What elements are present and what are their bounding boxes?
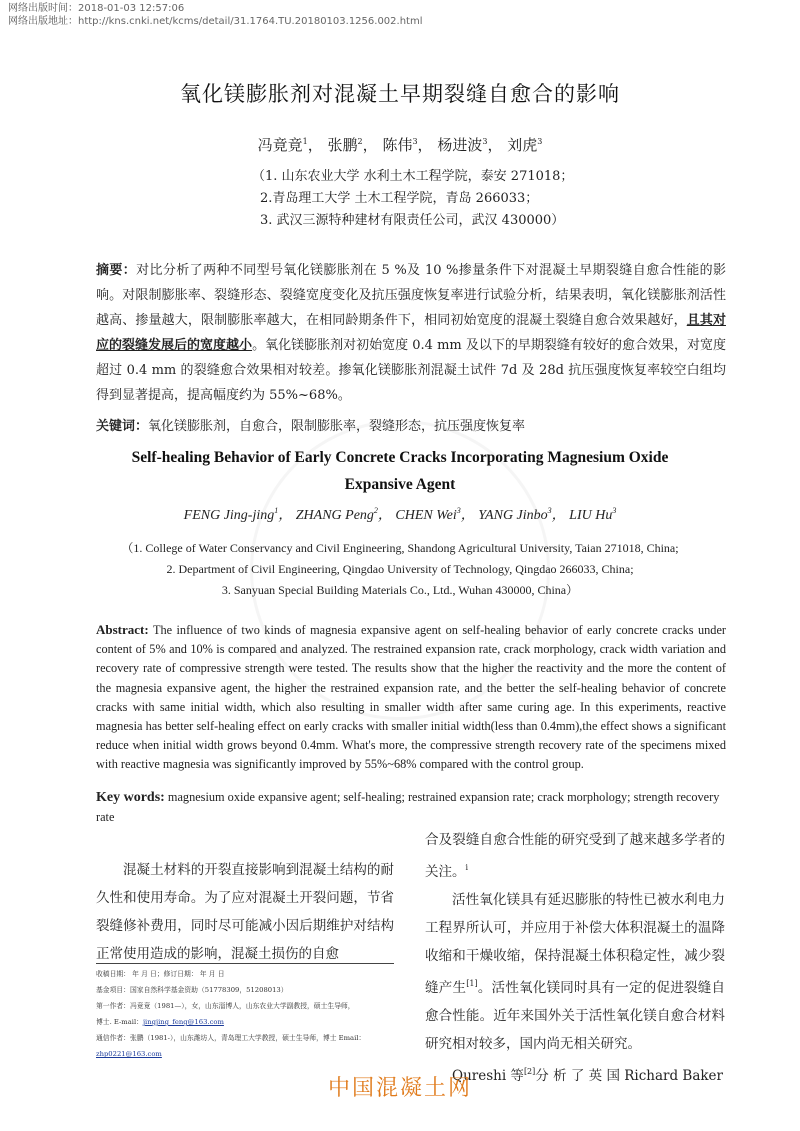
affiliation-cn-line: （1. 山东农业大学 水利土木工程学院，泰安 271018；: [252, 169, 574, 184]
citation-ref: i: [465, 863, 469, 872]
footnote-first-author: 第一作者：冯竟竟（1981—），女，山东淄博人，山东农业大学副教授，硕士生导师，: [96, 1002, 355, 1010]
body-left-column: 混凝土材料的开裂直接影响到混凝土结构的耐久性和使用寿命。为了应对混凝土开裂问题，节省裂缝修补费用，同时尽可能减小因后期维护对结构正常使用造成的影响，混凝土损伤的自愈: [96, 862, 394, 962]
footer-brand-logo: 中国混凝土网: [327, 1076, 472, 1101]
title-en-line: Self-healing Behavior of Early Concrete Cracks Incorporating Magnesium Oxide: [131, 449, 669, 466]
affiliation-cn-line: 3. 武汉三源特种建材有限责任公司，武汉 430000）: [260, 213, 565, 228]
online-time-label: 网络出版时间：: [8, 3, 78, 14]
abstract-en: [96, 620, 726, 775]
affiliation-en-line: （1. College of Water Conservancy and Civil Engineering, Shandong Agricultural University, Taian 271018, China;: [121, 541, 679, 555]
keywords-en-head: Key words:: [96, 790, 165, 805]
abstract-cn-text: 对比分析了两种不同型号氧化镁膨胀剂在 5 %及 10 %掺量条件下对混凝土早期裂缝自愈合性能的影响。对限制膨胀率、裂缝形态、裂缝宽度变化及抗压强度恢复率进行试验分析，结果表明，氧化镁膨胀剂活性越高、掺量越大，限制膨胀率越大，在相同龄期条件下，相同初始宽度的混凝土裂缝自愈合效果越好，: [96, 263, 726, 328]
keywords-cn-text: 氧化镁膨胀剂，自愈合，限制膨胀率，裂缝形态，抗压强度恢复率: [148, 419, 526, 434]
footnote-divider: [96, 963, 394, 964]
footnote-received-date: 收稿日期： 年 月 日；修订日期： 年 月 日: [96, 970, 225, 978]
author-cn: 刘虎$^3$: [507, 136, 543, 154]
paper-title-cn: 氧化镁膨胀剂对混凝土早期裂缝自愈合的影响: [180, 82, 620, 106]
keywords-cn-head: 关键词：: [96, 419, 149, 434]
author-en: CHEN Wei$^3$，: [395, 506, 475, 523]
author-cn: 张鹏$^2$，: [327, 136, 378, 154]
abstract-en-text: The influence of two kinds of magnesia expansive agent on self-healing behavior of early concrete cracks under content of 5% and 10% is compared and analyzed. The restrained expansion rate, crack morphology, crack width variation and recovery rate of compressive strength were tested. The results show that the higher the reactivity and the more the content of the magnesia expansive agent, the higher the restrained expansion rate, and the better the self-healing behavior of concrete cracks with same initial width, which also resulting in smaller width after same curing age. In this experiments, reactive magnesia has better self-healing effect on early cracks with smaller initial width(less than 0.4mm),the effect shows a significant reduce when initial width grows beyond 0.4mm. What's more, the compressive strength recovery rate of the specimens mixed with reactive magnesia was significantly improved by 55%~68% compared with the control group.: [96, 623, 726, 772]
body-paragraph: Qureshi 等[2]分 析 了 英 国 Richard Baker: [452, 1067, 724, 1084]
keywords-en-text: magnesium oxide expansive agent; self-healing; restrained expansion rate; crack morphology; strength recovery rate: [96, 790, 720, 824]
footnote-email-prefix: 博士. E-mail：: [96, 1018, 143, 1026]
author-cn: 冯竟竟$^1$，: [257, 136, 323, 154]
online-url-label: 网络出版地址：: [8, 16, 78, 27]
author-en: FENG Jing-jing$^1$，: [183, 506, 293, 523]
body-right-column: [425, 826, 725, 1090]
keywords-en: [96, 788, 726, 827]
abstract-cn-text-end: 。氧化镁膨胀剂对初始宽度 0.4 mm 及以下的早期裂缝有较好的愈合效果，对宽度超过 0.4 mm 的裂缝愈合效果相对较差。掺氧化镁膨胀剂混凝土试件 7d 及 28d 抗压强度恢复率较空白组均得到显著提高，提高幅度约为 55%~68%。: [96, 338, 726, 403]
keywords-cn: [96, 416, 726, 438]
affiliations-cn: [200, 166, 640, 232]
authors-en: [0, 504, 800, 524]
title-en-line: Expansive Agent: [344, 476, 456, 493]
affiliation-en-line: 3. Sanyuan Special Building Materials Co., Ltd., Wuhan 430000, China）: [221, 583, 579, 597]
footnotes: [96, 966, 396, 1062]
author-en: ZHANG Peng$^2$，: [295, 506, 392, 523]
paper-title-en: [0, 444, 800, 498]
abstract-cn-emphasis: 且其对应的裂缝发展后的宽度越小: [96, 313, 726, 353]
abstract-en-head: Abstract:: [96, 622, 149, 637]
authors-cn: [0, 134, 800, 155]
first-author-email-link[interactable]: jingjing_feng@163.com: [142, 1018, 224, 1026]
affiliation-en-line: 2. Department of Civil Engineering, Qingdao University of Technology, Qingdao 266033, China;: [166, 562, 634, 576]
affiliation-cn-line: 2.青岛理工大学 土木工程学院，青岛 266033；: [260, 191, 539, 206]
online-time-value: 2018-01-03 12:57:06: [78, 3, 185, 14]
author-cn: 陈伟$^3$，: [382, 136, 433, 154]
author-cn: 杨进波$^3$，: [437, 136, 503, 154]
abstract-cn-head: 摘要：: [96, 263, 137, 278]
corresponding-author-email-link[interactable]: zhp0221@163.com: [96, 1050, 162, 1058]
footnote-funding: 基金项目：国家自然科学基金资助（51778309，51208013）: [96, 986, 288, 994]
body-paragraph: 合及裂缝自愈合性能的研究受到了越来越多学者的关注。$^i$: [425, 832, 725, 880]
footnote-corresponding-author: 通信作者：张鹏（1981-），山东潍坊人，青岛理工大学教授，硕士生导师，博士 Email：: [96, 1034, 366, 1042]
affiliations-en: [0, 538, 800, 601]
citation-ref: [2]: [523, 1067, 536, 1076]
body-paragraph: 活性氧化镁具有延迟膨胀的特性已被水利电力工程界所认可，并应用于补偿大体积混凝土的温降收缩和干燥收缩，保持混凝土体积稳定性，减少裂缝产生[1]。活性氧化镁同时具有一定的促进裂缝自愈合性能。近年来国外关于活性氧化镁自愈合材料研究相对较多，国内尚无相关研究。: [425, 892, 726, 1052]
abstract-cn: [96, 258, 726, 408]
online-url-value[interactable]: http://kns.cnki.net/kcms/detail/31.1764.TU.20180103.1256.002.html: [78, 16, 423, 27]
author-en: LIU Hu$^3$: [569, 506, 617, 523]
online-publication-info: [8, 2, 423, 28]
citation-ref: [1]: [466, 979, 478, 988]
author-en: YANG Jinbo$^3$，: [478, 506, 566, 523]
